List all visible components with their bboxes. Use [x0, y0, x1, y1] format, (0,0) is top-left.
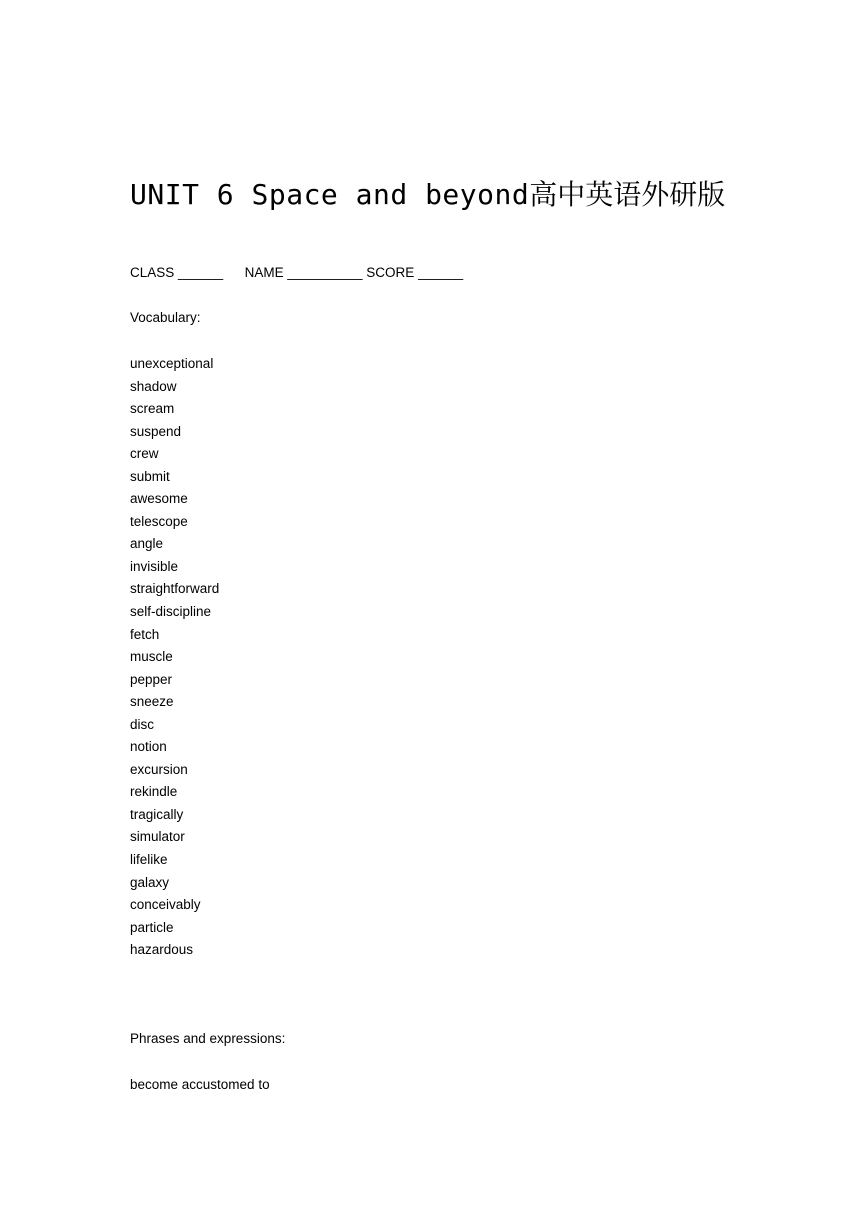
score-blank: ______ [418, 265, 464, 280]
vocabulary-item: lifelike [130, 852, 168, 868]
document-title [130, 172, 725, 218]
vocabulary-item: suspend [130, 423, 182, 439]
vocabulary-item: invisible [130, 558, 179, 574]
class-label: CLASS [130, 265, 175, 280]
vocabulary-item: disc [130, 716, 155, 732]
phrases-list [130, 1074, 270, 1097]
name-blank: __________ [287, 265, 363, 280]
vocabulary-item: submit [130, 468, 170, 484]
vocabulary-item: particle [130, 919, 174, 935]
student-info-line [130, 263, 463, 283]
vocabulary-item: muscle [130, 649, 173, 665]
vocabulary-list [130, 353, 219, 962]
vocabulary-item: hazardous [130, 942, 194, 958]
vocabulary-item: awesome [130, 491, 188, 507]
vocabulary-item: straightforward [130, 581, 220, 597]
vocabulary-item: notion [130, 739, 167, 755]
vocabulary-item: excursion [130, 761, 188, 777]
vocabulary-item: tragically [130, 806, 184, 822]
vocabulary-item: galaxy [130, 874, 170, 890]
vocabulary-item: fetch [130, 626, 160, 642]
vocabulary-item: self-discipline [130, 604, 212, 620]
name-label: NAME [244, 265, 284, 280]
score-label: SCORE [366, 265, 415, 280]
phrase-item: become accustomed to [130, 1077, 270, 1092]
vocabulary-item: pepper [130, 671, 173, 687]
vocabulary-item: telescope [130, 513, 188, 529]
vocabulary-item: simulator [130, 829, 185, 845]
vocabulary-item: unexceptional [130, 356, 214, 371]
vocabulary-item: conceivably [130, 897, 201, 913]
vocabulary-item: angle [130, 536, 164, 552]
vocabulary-item: rekindle [130, 784, 178, 800]
vocabulary-item: sneeze [130, 694, 174, 710]
vocabulary-item: scream [130, 401, 175, 417]
title-english: UNIT 6 Space and beyond [130, 178, 530, 211]
vocabulary-item: crew [130, 446, 159, 462]
class-blank: ______ [178, 265, 224, 280]
title-chinese: 高中英语外研版 [529, 178, 726, 211]
vocabulary-heading: Vocabulary: [130, 310, 201, 325]
vocabulary-item: shadow [130, 378, 177, 394]
phrases-heading: Phrases and expressions: [130, 1031, 286, 1046]
